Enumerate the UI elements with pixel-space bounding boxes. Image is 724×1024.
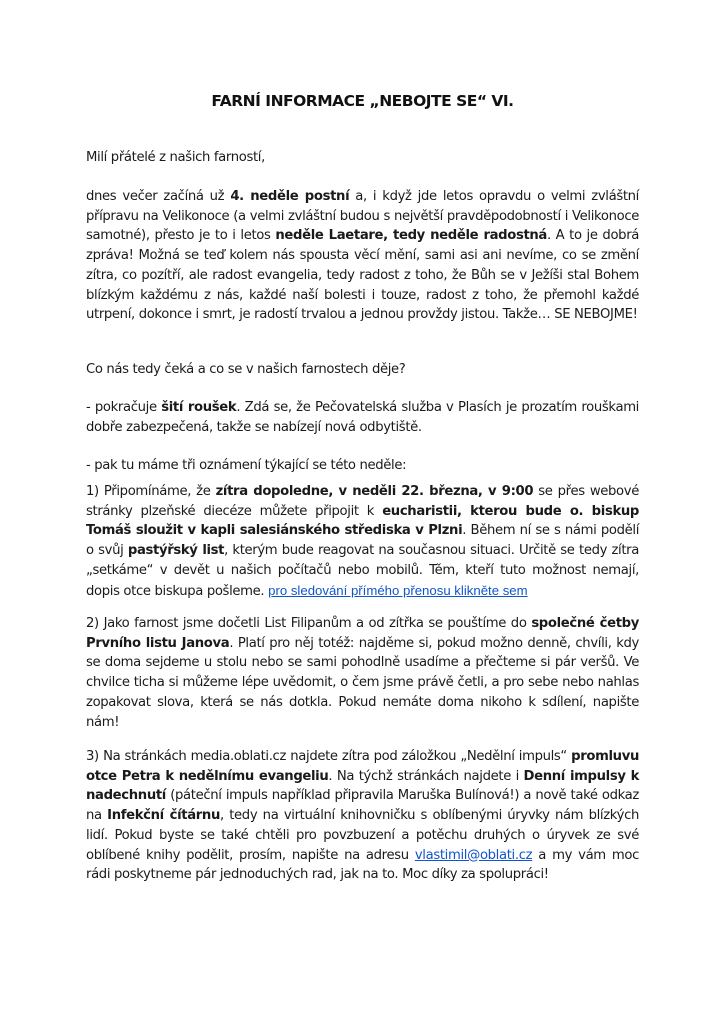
bold-text: neděle Laetare, tedy neděle radostná [275, 228, 547, 244]
text: - pokračuje [86, 400, 162, 415]
bold-text: eucharistii, kterou bude o. biskup Tomáš sloužit v kapli salesiánského střediska v Plzni [86, 503, 639, 539]
question: Co nás tedy čeká a co se v našich farnostech děje? [86, 362, 406, 377]
text: 2) Jako farnost jsme dočetli List Filipanům a od zítřka se pouštíme do [86, 616, 532, 631]
announcement-3 [86, 747, 639, 885]
bold-text: Denní impulsy k nadechnutí [86, 768, 640, 804]
bold-text: pastýřský list [127, 543, 225, 559]
text: 3) Na stránkách media.oblati.cz najdete zítra pod záložkou „Nedělní impuls“ [86, 749, 572, 764]
greeting: Milí přátelé z našich farností, [86, 150, 265, 165]
bold-text: promluvu otce Petra k nedělnímu evangeliu [86, 749, 639, 784]
announcements-intro: - pak tu máme tři oznámení týkající se této neděle: [86, 458, 407, 473]
text: . Během ní se s námi podělí o svůj [86, 523, 640, 559]
text: . Platí pro něj totéž: najděme si, pokud možno denně, chvíli, kdy se doma sejdeme u stolu nebo se sami pohodlně usadíme a přečteme si pár veršů. Ve chvilce ticha si můžeme lépe uvědomit, o čem jsme právě četli, a pro sebe nebo nahlas zopakovat slova, která se nás dotkla. Pokud nemáte doma nikoho k sdílení, napište nám! [86, 635, 639, 730]
document-title: FARNÍ INFORMACE „NEBOJTE SE“ VI. [211, 92, 514, 110]
bold-text: šití roušek [161, 400, 237, 415]
intro-paragraph [86, 187, 639, 325]
text: se přes webové stránky plzeňské diecéze můžete připojit k [86, 484, 639, 519]
text: . Na týchž stránkách najdete i [328, 768, 524, 784]
text: . A to je dobrá zpráva! Možná se teď kolem nás spousta věcí mění, sami asi ani nevíme, co se změní zítra, co pozítří, ale radost evangelia, tedy radost z toho, že Bůh se v Ježíši stal Bohem blízkým každému z nás, každé naší bolesti i touze, radost z toho, že přemohl každé utrpení, dokonce i smrt, je radostí trvalou a jednou provždy jistou. Takže… SE NEBOJME! [86, 228, 639, 323]
announcement-2 [86, 614, 639, 732]
bold-text: 4. neděle postní [230, 189, 350, 204]
bold-text: zítra dopoledne, v neděli 22. března, v 9:00 [215, 484, 534, 499]
text: 1) Připomínáme, že [86, 484, 216, 499]
text: a my vám moc rádi poskytneme pár jednoduchých rad, jak na to. Moc díky za spolupráci! [86, 847, 639, 883]
bold-text: Infekční čítárnu [107, 808, 220, 824]
text: (páteční impuls například připravila Maruška Bulínová!) a nově také odkaz na [86, 788, 639, 824]
text: dnes večer začíná už [86, 189, 231, 204]
text: , tedy na virtuální knihovničku s oblíbenými úryvky nám blízkých lidí. Pokud byste se také chtěli pro povzbuzení a potěchu druhých o úryvek ze své oblíbené knihy podělit, prosím, napište na adresu [86, 808, 639, 863]
text: a, i když jde letos opravdu o velmi zvláštní přípravu na Velikonoce (a velmi zvláštní budou s největší pravděpodobností i Velikonoce samotné), přesto je to i letos [86, 189, 639, 244]
text: . Zdá se, že Pečovatelská služba v Plasích je prozatím rouškami dobře zabezpečená, takže se nabízejí nová odbytiště. [86, 400, 640, 435]
live-stream-link[interactable]: pro sledování přímého přenosu klikněte sem [268, 582, 528, 598]
email-link[interactable]: vlastimil@oblati.cz [414, 847, 533, 863]
masks-paragraph [86, 398, 639, 437]
bold-text: společné četby Prvního listu Janova [86, 616, 639, 651]
text: , kterým bude reagovat na současnou situaci. Určitě se tedy zítra „setkáme“ v devět u našich počítačů nebo mobilů. Těm, kteří tuto možnost nemají, dopis otce biskupa pošleme. [86, 543, 639, 599]
announcement-1 [86, 482, 639, 601]
